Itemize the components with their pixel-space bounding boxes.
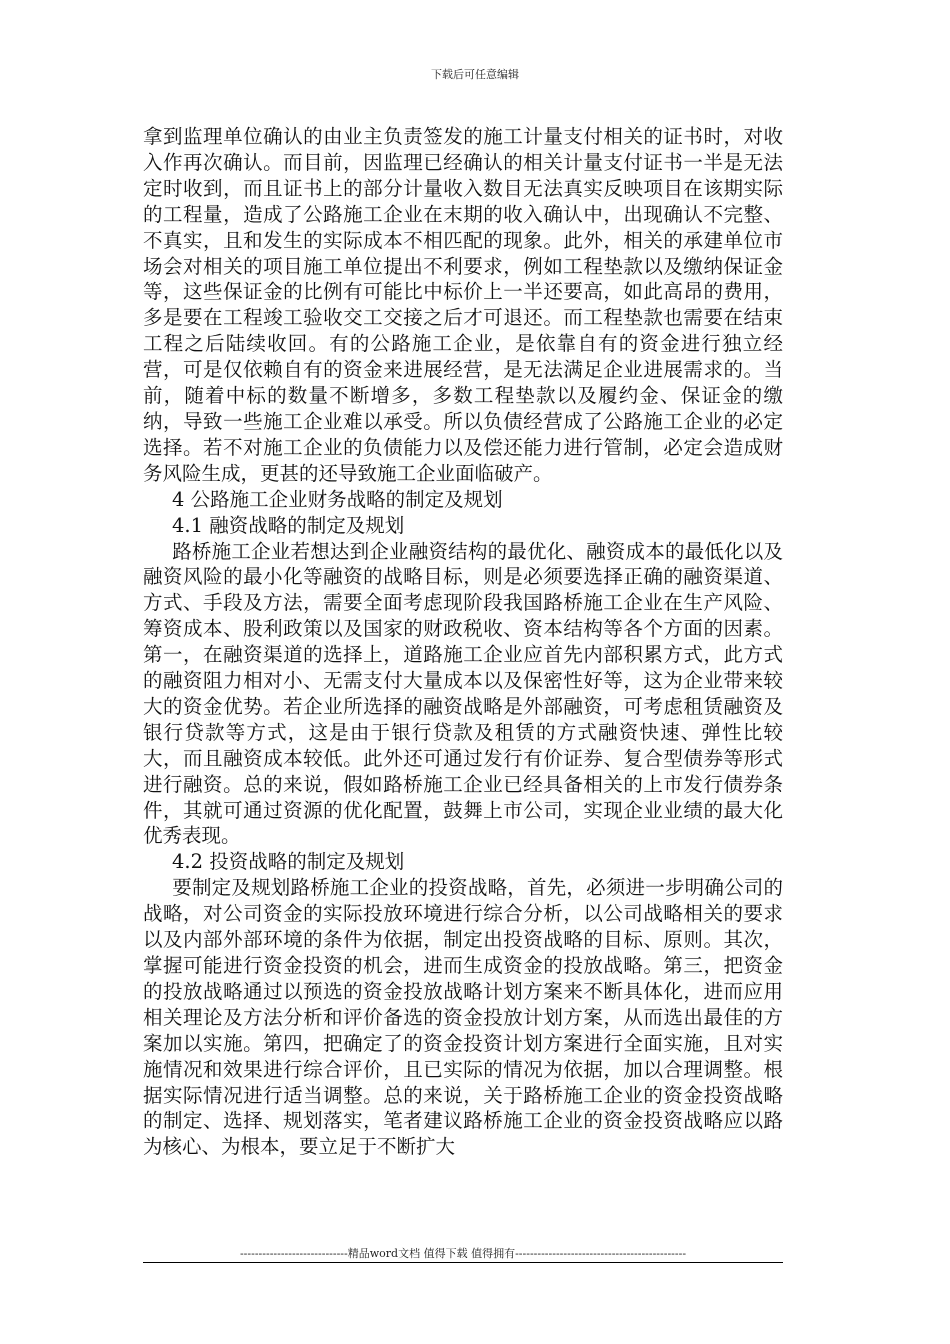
footer-divider [143, 1262, 783, 1263]
section-heading-4-2: 4.2 投资战略的制定及规划 [172, 850, 405, 874]
paragraph-1: 拿到监理单位确认的由业主负责签发的施工计量支付相关的证书时，对收入作再次确认。而目前，因监理已经确认的相关计量支付证书一半是无法定时收到，而且证书上的部分计量收入数目无法真实反映项目在该期实际的工程量，造成了公路施工企业在末期的收入确认中，出现确认不完整、不真实，且和发生的实际成本不相匹配的现象。此外，相关的承建单位市场会对相关的项目施工单位提出不利要求，例如工程垫款以及缴纳保证金等，这些保证金的比例有可能比中标价上一半还要高，如此高昂的费用，多是要在工程竣工验收交工交接之后才可退还。而工程垫款也需要在结束工程之后陆续收回。有的公路施工企业，是依靠自有的资金进行独立经营，可是仅依赖自有的资金来进展经营，是无法满足企业进展需求的。当前，随着中标的数量不断增多，多数工程垫款以及履约金、保证金的缴纳，导致一些施工企业难以承受。所以负债经营成了公路施工企业的必定选择。若不对施工企业的负债能力以及偿还能力进行管制，必定会造成财务风险生成，更甚的还导致施工企业面临破产。 [143, 125, 783, 485]
page-footer: -----------------------------精品word文档 值得下载 值得拥有---------------------------------------------- [239, 1247, 687, 1260]
paragraph-2: 路桥施工企业若想达到企业融资结构的最优化、融资成本的最低化以及融资风险的最小化等融资的战略目标，则是必须要选择正确的融资渠道、方式、手段及方法，需要全面考虑现阶段我国路桥施工企业在生产风险、筹资成本、股利政策以及国家的财政税收、资本结构等各个方面的因素。第一，在融资渠道的选择上，道路施工企业应首先内部积累方式，此方式的融资阻力相对小、无需支付大量成本以及保密性好等，这为企业带来较大的资金优势。若企业所选择的融资战略是外部融资，可考虑租赁融资及银行贷款等方式，这是由于银行贷款及租赁的方式融资快速、弹性比较大，而且融资成本较低。此外还可通过发行有价证券、复合型债券等形式进行融资。总的来说，假如路桥施工企业已经具备相关的上市发行债券条件，其就可通过资源的优化配置，鼓舞上市公司，实现企业业绩的最大化优秀表现。 [143, 539, 783, 848]
page-header: 下载后可任意编辑 [431, 68, 519, 81]
section-heading-4-1: 4.1 融资战略的制定及规划 [172, 513, 405, 537]
section-heading-4: 4 公路施工企业财务战略的制定及规划 [172, 487, 503, 511]
paragraph-3: 要制定及规划路桥施工企业的投资战略，首先，必须进一步明确公司的战略，对公司资金的实际投放环境进行综合分析，以公司战略相关的要求以及内部外部环境的条件为依据，制定出投资战略的目标、原则。其次，掌握可能进行资金投资的机会，进而生成资金的投放战略。第三，把资金的投放战略通过以预选的资金投放战略计划方案来不断具体化，进而应用相关理论及方法分析和评价备选的资金投放计划方案，从而选出最佳的方案加以实施。第四，把确定了的资金投资计划方案进行全面实施，且对实施情况和效果进行综合评价，且已实际的情况为依据，加以合理调整。根据实际情况进行适当调整。总的来说，关于路桥施工企业的资金投资战略的制定、选择、规划落实，笔者建议路桥施工企业的资金投资战略应以路为核心、为根本，要立足于不断扩大 [143, 876, 783, 1159]
document-body [143, 124, 783, 1160]
